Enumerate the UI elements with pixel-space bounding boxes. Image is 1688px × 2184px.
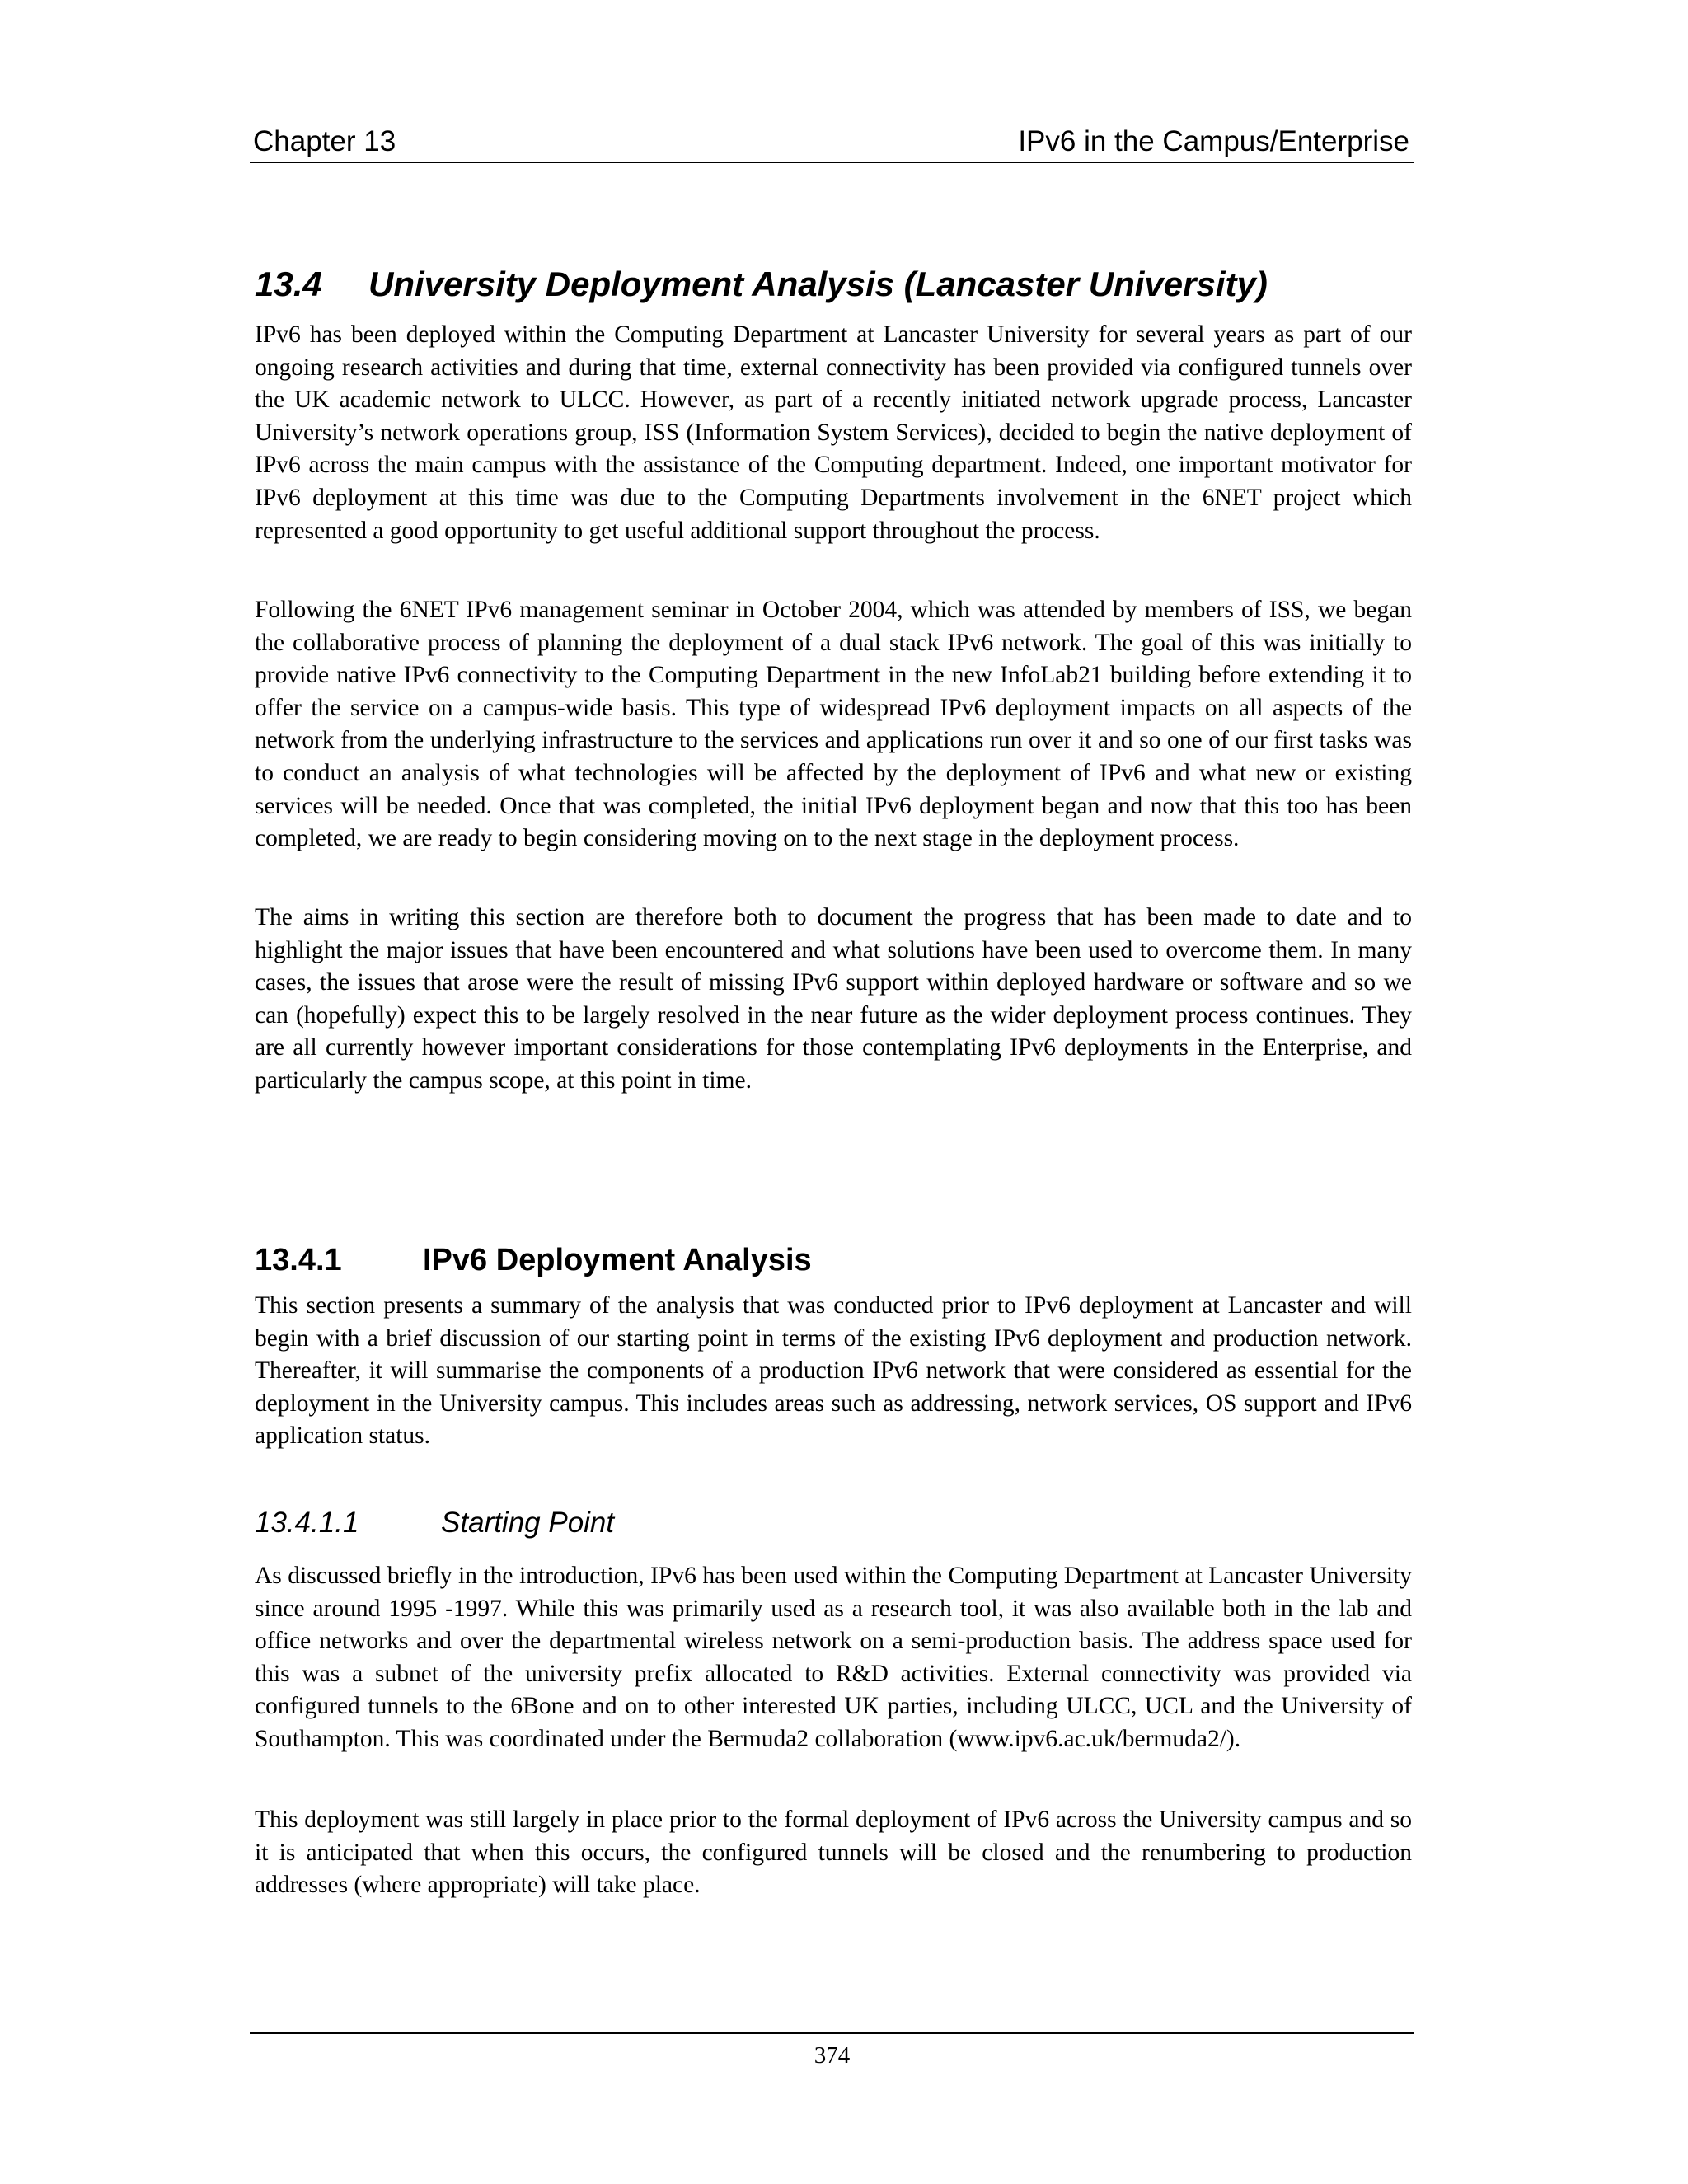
footer-rule bbox=[250, 2032, 1414, 2034]
header-title: IPv6 in the Campus/Enterprise bbox=[1018, 125, 1409, 157]
page-number: 374 bbox=[814, 2042, 851, 2069]
document-page bbox=[250, 0, 1414, 2184]
section-heading bbox=[255, 262, 1268, 307]
paragraph: IPv6 has been deployed within the Computing Department at Lancaster University for several years as part of our ongoing research activities and during that time, external connectivity has been provided via configured tunnels over the UK academic network to ULCC. However, as part of a recently initiated network upgrade process, Lancaster University’s network operations group, ISS (Information System Services), decided to begin the native deployment of IPv6 across the main campus with the assistance of the Computing department. Indeed, one important motivator for IPv6 deployment at this time was due to the Computing Departments involvement in the 6NET project which represented a good opportunity to get useful additional support throughout the process. bbox=[255, 321, 1412, 544]
running-header bbox=[250, 122, 1414, 163]
subsubsection-heading bbox=[255, 1504, 614, 1542]
subsection-title: IPv6 Deployment Analysis bbox=[423, 1243, 812, 1277]
paragraph: Following the 6NET IPv6 management seminar in October 2004, which was attended by members of ISS, we began the collaborative process of planning the deployment of a dual stack IPv6 network. The goal of this was initially to provide native IPv6 connectivity to the Computing Department in the new InfoLab21 building before extending it to offer the service on a campus-wide basis. This type of widespread IPv6 deployment impacts on all aspects of the network from the underlying infrastructure to the services and applications run over it and so one of our first tasks was to conduct an analysis of what technologies will be affected by the deployment of IPv6 and what new or existing services will be needed. Once that was completed, the initial IPv6 deployment began and now that this too has been completed, we are ready to begin considering moving on to the next stage in the deployment process. bbox=[255, 597, 1412, 852]
paragraph: As discussed briefly in the introduction, IPv6 has been used within the Computing Department at Lancaster University since around 1995 -1997. While this was primarily used as a research tool, it was also available both in the lab and office networks and over the departmental wireless network on a semi-production basis. The address space used for this was a subnet of the university prefix allocated to R&D activities. External connectivity was provided via configured tunnels to the 6Bone and on to other interested UK parties, including ULCC, UCL and the University of Southampton. This was coordinated under the Bermuda2 collaboration (www.ipv6.ac.uk/bermuda2/). bbox=[255, 1563, 1412, 1752]
subsection-heading bbox=[255, 1240, 812, 1280]
paragraph: This section presents a summary of the analysis that was conducted prior to IPv6 deployment at Lancaster and will begin with a brief discussion of our starting point in terms of the existing IPv6 deployment and production network. Thereafter, it will summarise the components of a production IPv6 network that were considered as essential for the deployment in the University campus. This includes areas such as addressing, network services, OS support and IPv6 application status. bbox=[255, 1292, 1412, 1450]
paragraph: The aims in writing this section are therefore both to document the progress that has been made to date and to highlight the major issues that have been encountered and what solutions have been used to overcome them. In many cases, the issues that arose were the result of missing IPv6 support within deployed hardware or software and so we can (hopefully) expect this to be largely resolved in the near future as the wider deployment process continues. They are all currently however important considerations for those contemplating IPv6 deployments in the Enterprise, and particularly the campus scope, at this point in time. bbox=[255, 904, 1412, 1094]
subsection-number: 13.4.1 bbox=[255, 1243, 342, 1277]
subsubsection-number: 13.4.1.1 bbox=[255, 1507, 359, 1539]
subsubsection-title: Starting Point bbox=[441, 1507, 615, 1539]
section-title: University Deployment Analysis (Lancaster University) bbox=[368, 265, 1268, 303]
section-number: 13.4 bbox=[255, 265, 322, 303]
paragraph: This deployment was still largely in place prior to the formal deployment of IPv6 across the University campus and so it is anticipated that when this occurs, the configured tunnels will be closed and the renumbering to production addresses (where appropriate) will take place. bbox=[255, 1807, 1412, 1899]
header-chapter: Chapter 13 bbox=[253, 125, 396, 157]
